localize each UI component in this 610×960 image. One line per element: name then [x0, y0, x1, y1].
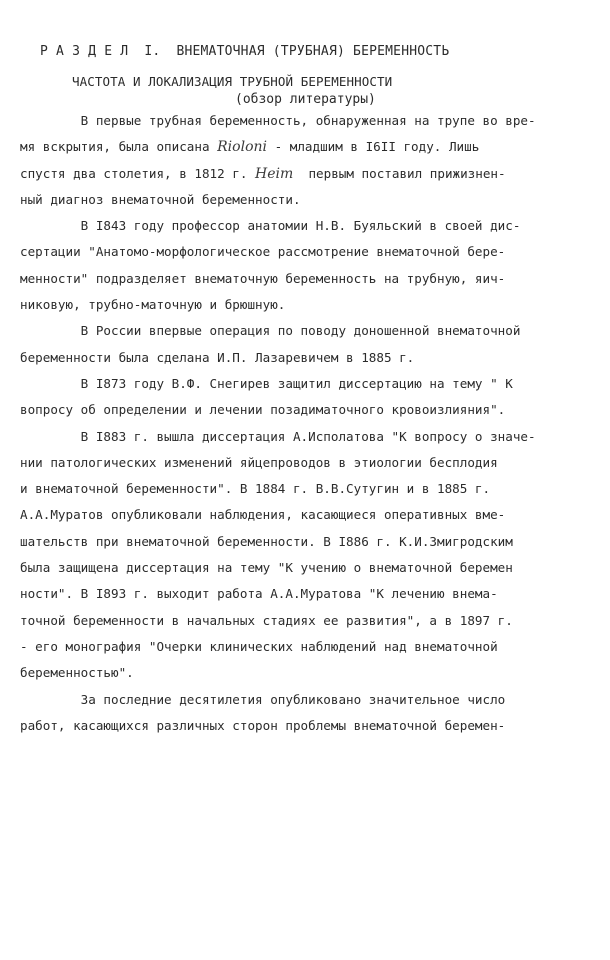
- text-segment: - младшим в I6II году. Лишь: [267, 139, 480, 155]
- text-line: [20, 345, 588, 371]
- text-segment: вопросу об определении и лечении позадиматочного кровоизлияния".: [20, 402, 506, 418]
- text-line: [20, 529, 588, 555]
- text-segment: В I883 г. вышла диссертация А.Исполатова "К вопросу о значе-: [20, 428, 536, 444]
- text-line: [20, 213, 588, 239]
- paragraph: [20, 318, 588, 371]
- text-line: [20, 397, 588, 423]
- text-line: [20, 318, 588, 344]
- text-segment: точной беременности в начальных стадиях ее развития", а в 1897 г.: [20, 612, 513, 628]
- text-line: [20, 292, 588, 318]
- paragraph: [20, 108, 588, 213]
- text-line: [20, 660, 588, 686]
- text-line: [20, 187, 588, 213]
- text-segment: ности". В I893 г. выходит работа А.А.Муратова "К лечению внема-: [20, 586, 498, 602]
- text-line: [20, 161, 588, 187]
- text-line: [20, 450, 588, 476]
- paragraph: [20, 687, 588, 740]
- text-line: [20, 713, 588, 739]
- section-subtitle: (обзор литературы): [235, 92, 376, 107]
- text-segment: В I843 году профессор анатомии Н.В. Буяльский в своей дис-: [20, 218, 521, 234]
- text-line: [20, 581, 588, 607]
- text-line: [20, 108, 588, 134]
- text-segment: А.А.Муратов опубликовали наблюдения, касающиеся оперативных вме-: [20, 507, 506, 523]
- paragraph: [20, 371, 588, 424]
- text-segment: - его монография "Очерки клинических наблюдений над внематочной: [20, 638, 498, 654]
- text-line: [20, 555, 588, 581]
- text-segment: и внематочной беременности". В 1884 г. В.В.Сутугин и в 1885 г.: [20, 481, 491, 497]
- text-segment: первым поставил прижизнен-: [293, 165, 506, 181]
- text-line: [20, 608, 588, 634]
- body-text: [20, 108, 588, 739]
- text-segment: работ, касающихся различных сторон проблемы внематочной беремен-: [20, 717, 506, 733]
- text-segment: никовую, трубно-маточную и брюшную.: [20, 297, 286, 313]
- text-segment: беременностью".: [20, 665, 134, 681]
- text-segment: В России впервые операция по поводу доношенной внематочной: [20, 323, 521, 339]
- text-line: [20, 476, 588, 502]
- text-line: [20, 266, 588, 292]
- text-segment: шательств при внематочной беременности. В I886 г. К.И.Змигродским: [20, 533, 513, 549]
- text-segment: ный диагноз внематочной беременности.: [20, 191, 301, 207]
- text-segment: была защищена диссертация на тему "К учению о внематочной беремен: [20, 560, 513, 576]
- text-segment: За последние десятилетия опубликовано значительное число: [20, 691, 506, 707]
- text-line: [20, 634, 588, 660]
- text-segment: В первые трубная беременность, обнаруженная на трупе во вре-: [20, 113, 536, 128]
- handwritten-name: Rioloni: [217, 139, 267, 156]
- text-line: [20, 134, 588, 160]
- paragraph: [20, 213, 588, 318]
- text-line: [20, 371, 588, 397]
- chapter-subheading: ЧАСТОТА И ЛОКАЛИЗАЦИЯ ТРУБНОЙ БЕРЕМЕННОСТИ: [72, 74, 393, 89]
- text-line: [20, 424, 588, 450]
- section-title: Р А З Д Е Л I. ВНЕМАТОЧНАЯ (ТРУБНАЯ) БЕРЕМЕННОСТЬ: [40, 44, 450, 59]
- text-segment: нии патологических изменений яйцепроводов в этиологии бесплодия: [20, 454, 498, 470]
- handwritten-name: Heim: [255, 165, 294, 182]
- paragraph: [20, 424, 588, 687]
- text-line: [20, 687, 588, 713]
- text-line: [20, 502, 588, 528]
- text-line: [20, 239, 588, 265]
- text-segment: мя вскрытия, была описана: [20, 139, 218, 155]
- text-segment: спустя два столетия, в 1812 г.: [20, 165, 256, 181]
- text-segment: менности" подразделяет внематочную беременность на трубную, яич-: [20, 270, 506, 286]
- text-segment: сертации "Анатомо-морфологическое рассмотрение внематочной бере-: [20, 244, 506, 260]
- text-segment: В I873 году В.Ф. Снегирев защитил диссертацию на тему " К: [20, 375, 513, 391]
- text-segment: беременности была сделана И.П. Лазаревичем в 1885 г.: [20, 349, 415, 365]
